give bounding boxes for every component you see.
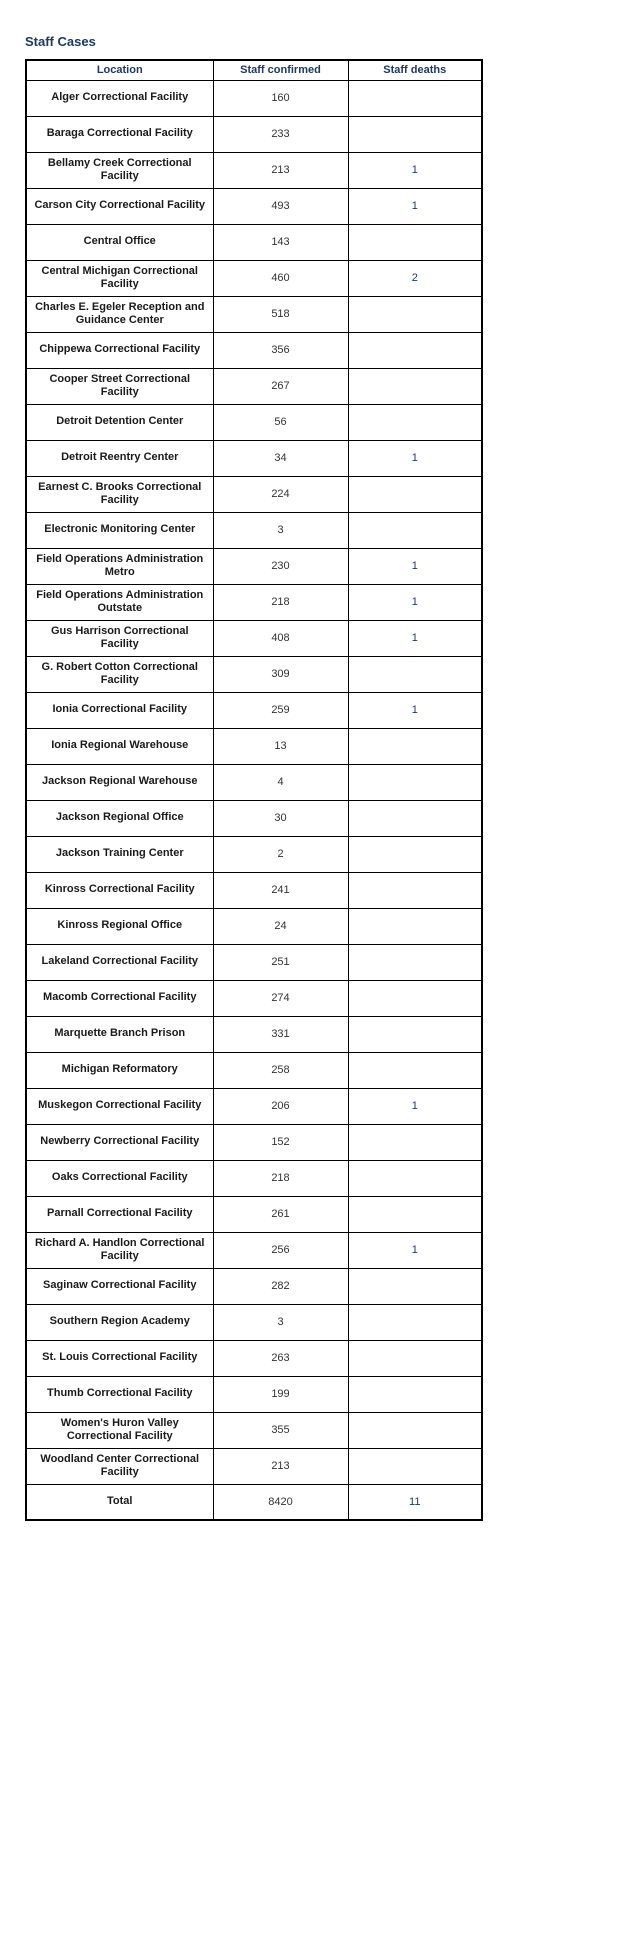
staff-deaths-cell [348,512,482,548]
location-cell: Field Operations Administration Outstate [26,584,213,620]
location-cell: Cooper Street Correctional Facility [26,368,213,404]
staff-confirmed-cell: 233 [213,116,348,152]
location-cell: Kinross Regional Office [26,908,213,944]
staff-deaths-cell [348,1052,482,1088]
staff-deaths-cell [348,908,482,944]
table-row [26,296,482,332]
table-row [26,1088,482,1124]
location-cell: Baraga Correctional Facility [26,116,213,152]
staff-confirmed-cell: 309 [213,656,348,692]
staff-deaths-cell [348,80,482,116]
staff-deaths-cell: 1 [348,620,482,656]
staff-deaths-cell [348,1340,482,1376]
staff-cases-table [25,59,483,1521]
table-row [26,1232,482,1268]
location-cell: Women's Huron Valley Correctional Facility [26,1412,213,1448]
table-row [26,224,482,260]
staff-confirmed-cell: 24 [213,908,348,944]
table-row [26,764,482,800]
staff-confirmed-cell: 152 [213,1124,348,1160]
location-cell: Woodland Center Correctional Facility [26,1448,213,1484]
staff-confirmed-cell: 267 [213,368,348,404]
table-row [26,1304,482,1340]
location-cell: Jackson Training Center [26,836,213,872]
table-row [26,116,482,152]
staff-deaths-cell [348,1448,482,1484]
location-cell: Jackson Regional Office [26,800,213,836]
location-cell: Kinross Correctional Facility [26,872,213,908]
location-cell: Jackson Regional Warehouse [26,764,213,800]
table-row [26,980,482,1016]
staff-confirmed-cell: 56 [213,404,348,440]
location-cell: Saginaw Correctional Facility [26,1268,213,1304]
staff-confirmed-cell: 460 [213,260,348,296]
table-row [26,944,482,980]
location-cell: Charles E. Egeler Reception and Guidance Center [26,296,213,332]
staff-confirmed-cell: 3 [213,1304,348,1340]
staff-confirmed-cell: 206 [213,1088,348,1124]
location-cell: St. Louis Correctional Facility [26,1340,213,1376]
staff-confirmed-cell: 493 [213,188,348,224]
table-row [26,584,482,620]
staff-deaths-cell [348,1124,482,1160]
table-row [26,368,482,404]
location-cell: G. Robert Cotton Correctional Facility [26,656,213,692]
location-cell: Macomb Correctional Facility [26,980,213,1016]
staff-deaths-cell [348,404,482,440]
staff-deaths-cell [348,332,482,368]
staff-confirmed-cell: 30 [213,800,348,836]
table-row [26,404,482,440]
table-row [26,1448,482,1484]
staff-confirmed-cell: 251 [213,944,348,980]
staff-confirmed-cell: 213 [213,152,348,188]
staff-deaths-cell: 1 [348,152,482,188]
table-row [26,872,482,908]
staff-confirmed-cell: 258 [213,1052,348,1088]
table-row [26,1196,482,1232]
staff-deaths-cell [348,872,482,908]
header-location: Location [26,60,213,80]
staff-confirmed-cell: 241 [213,872,348,908]
staff-deaths-cell [348,1268,482,1304]
staff-confirmed-cell: 355 [213,1412,348,1448]
staff-deaths-cell [348,116,482,152]
table-body [26,80,482,1520]
staff-deaths-cell: 1 [348,692,482,728]
location-cell: Central Office [26,224,213,260]
location-cell: Parnall Correctional Facility [26,1196,213,1232]
staff-confirmed-cell: 8420 [213,1484,348,1520]
staff-deaths-cell [348,1196,482,1232]
table-row [26,836,482,872]
staff-confirmed-cell: 4 [213,764,348,800]
staff-confirmed-cell: 224 [213,476,348,512]
staff-confirmed-cell: 2 [213,836,348,872]
staff-deaths-cell [348,728,482,764]
location-cell: Muskegon Correctional Facility [26,1088,213,1124]
location-cell: Central Michigan Correctional Facility [26,260,213,296]
staff-deaths-cell [348,980,482,1016]
header-row [26,60,482,80]
header-staff-confirmed: Staff confirmed [213,60,348,80]
location-cell: Gus Harrison Correctional Facility [26,620,213,656]
staff-confirmed-cell: 143 [213,224,348,260]
location-cell: Michigan Reformatory [26,1052,213,1088]
location-cell: Bellamy Creek Correctional Facility [26,152,213,188]
page-title: Staff Cases [25,34,96,49]
staff-confirmed-cell: 408 [213,620,348,656]
staff-confirmed-cell: 34 [213,440,348,476]
table-row [26,1268,482,1304]
staff-confirmed-cell: 331 [213,1016,348,1052]
staff-confirmed-cell: 218 [213,584,348,620]
table-row [26,332,482,368]
staff-confirmed-cell: 160 [213,80,348,116]
table-row [26,476,482,512]
table-row [26,188,482,224]
table-row [26,1376,482,1412]
staff-deaths-cell: 2 [348,260,482,296]
staff-deaths-cell [348,1304,482,1340]
location-cell: Oaks Correctional Facility [26,1160,213,1196]
staff-deaths-cell: 11 [348,1484,482,1520]
staff-deaths-cell [348,1160,482,1196]
header-staff-deaths: Staff deaths [348,60,482,80]
table-row [26,692,482,728]
staff-deaths-cell [348,656,482,692]
table-row [26,440,482,476]
staff-confirmed-cell: 356 [213,332,348,368]
staff-confirmed-cell: 261 [213,1196,348,1232]
table-row [26,656,482,692]
staff-deaths-cell: 1 [348,548,482,584]
staff-confirmed-cell: 218 [213,1160,348,1196]
location-cell: Lakeland Correctional Facility [26,944,213,980]
table-row [26,1124,482,1160]
table-row [26,1160,482,1196]
staff-confirmed-cell: 199 [213,1376,348,1412]
location-cell: Thumb Correctional Facility [26,1376,213,1412]
table-row [26,728,482,764]
table-row [26,908,482,944]
table-row [26,620,482,656]
location-cell: Field Operations Administration Metro [26,548,213,584]
staff-deaths-cell: 1 [348,440,482,476]
staff-confirmed-cell: 274 [213,980,348,1016]
staff-confirmed-cell: 263 [213,1340,348,1376]
location-cell: Ionia Correctional Facility [26,692,213,728]
table-row [26,260,482,296]
location-cell: Electronic Monitoring Center [26,512,213,548]
location-cell: Earnest C. Brooks Correctional Facility [26,476,213,512]
location-cell: Ionia Regional Warehouse [26,728,213,764]
location-cell: Total [26,1484,213,1520]
staff-confirmed-cell: 230 [213,548,348,584]
table-row [26,1052,482,1088]
staff-deaths-cell [348,836,482,872]
staff-deaths-cell [348,296,482,332]
staff-confirmed-cell: 213 [213,1448,348,1484]
staff-deaths-cell [348,1376,482,1412]
staff-deaths-cell [348,1016,482,1052]
table-row [26,1340,482,1376]
staff-confirmed-cell: 256 [213,1232,348,1268]
table-row [26,1016,482,1052]
table-row [26,548,482,584]
table-row [26,800,482,836]
staff-confirmed-cell: 3 [213,512,348,548]
table-row [26,512,482,548]
location-cell: Southern Region Academy [26,1304,213,1340]
location-cell: Carson City Correctional Facility [26,188,213,224]
staff-confirmed-cell: 518 [213,296,348,332]
table-row [26,152,482,188]
staff-deaths-cell [348,368,482,404]
table-header [26,60,482,80]
total-row [26,1484,482,1520]
table-row [26,1412,482,1448]
staff-deaths-cell [348,1412,482,1448]
location-cell: Newberry Correctional Facility [26,1124,213,1160]
location-cell: Detroit Detention Center [26,404,213,440]
location-cell: Richard A. Handlon Correctional Facility [26,1232,213,1268]
staff-deaths-cell [348,800,482,836]
location-cell: Chippewa Correctional Facility [26,332,213,368]
staff-deaths-cell: 1 [348,584,482,620]
table-row [26,80,482,116]
staff-deaths-cell: 1 [348,188,482,224]
staff-confirmed-cell: 282 [213,1268,348,1304]
staff-deaths-cell [348,764,482,800]
location-cell: Detroit Reentry Center [26,440,213,476]
staff-deaths-cell [348,476,482,512]
location-cell: Alger Correctional Facility [26,80,213,116]
staff-deaths-cell [348,944,482,980]
staff-deaths-cell: 1 [348,1088,482,1124]
staff-deaths-cell: 1 [348,1232,482,1268]
location-cell: Marquette Branch Prison [26,1016,213,1052]
staff-confirmed-cell: 259 [213,692,348,728]
staff-deaths-cell [348,224,482,260]
staff-confirmed-cell: 13 [213,728,348,764]
